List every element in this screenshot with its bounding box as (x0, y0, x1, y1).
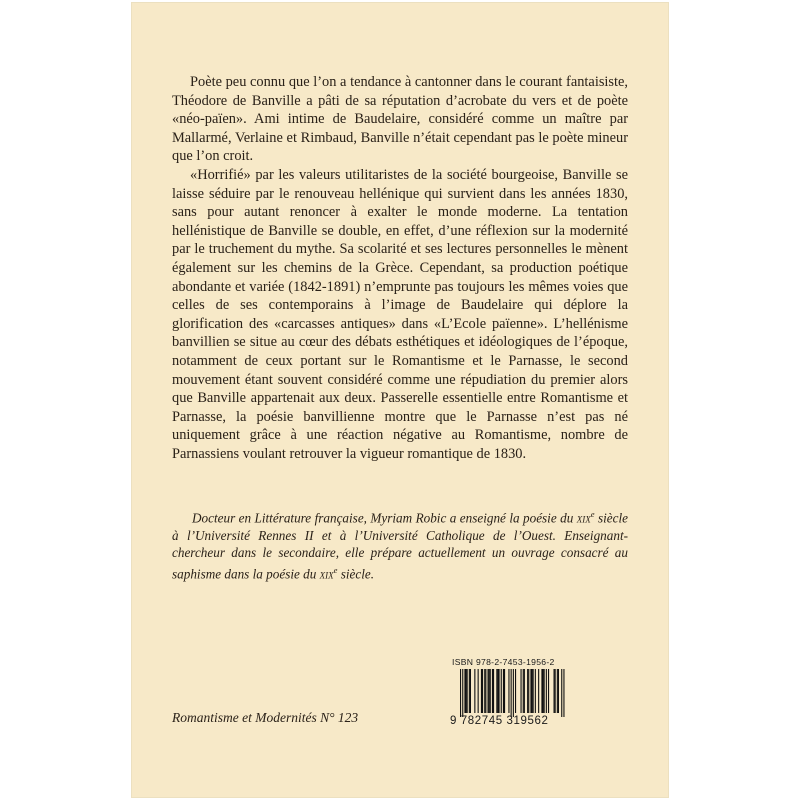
barcode-bar (499, 669, 500, 713)
barcode-bar (508, 669, 509, 713)
barcode-bar (521, 669, 522, 713)
barcode-bar (527, 669, 528, 713)
barcode-bar (481, 669, 482, 713)
series-label: Romantisme et Modernités N° 123 (172, 710, 359, 725)
barcode-bar (467, 669, 468, 713)
barcode-bar (524, 669, 525, 713)
barcode-bar (496, 669, 497, 713)
ean-digits: 9 782745 319562 (450, 715, 549, 727)
barcode-bar (484, 669, 485, 713)
isbn-label: ISBN 978-2-7453-1956-2 (452, 657, 555, 667)
barcode-bar (528, 669, 529, 713)
barcode-bar (546, 669, 547, 713)
barcode-bar (513, 669, 514, 717)
barcode-bar (548, 669, 549, 713)
barcode-bar (543, 669, 544, 713)
barcode-bar (558, 669, 559, 713)
barcode-bar (501, 669, 502, 713)
summary-paragraph-2: «Horrifié» par les valeurs utilitaristes de la société bourgeoise, Banville se laisse séduire par le renouveau hellénique qui survient dans les années 1830, sans pour autant renoncer à exalter le monde moderne. La tentation hellénistique de Banville se double, en effet, d’une réflexion sur la modernité par le truchement du mythe. Sa scolarité et ses lectures personnelles le mènent également sur les chemins de la Grèce. Cependant, sa production poétique abondante et variée (1842-1891) n’emprunte pas toujours les mêmes voies que celles de ses contemporains à l’image de Baudelaire qui déplore la glorification des «carcasses antiques» dans «L’Ecole païenne». L’hellénisme banvillien se situe au cœur des débats esthétiques et idéologiques de l’époque, notamment de ceux portant sur le Romantisme et le Parnasse, le second mouvement étant souvent considéré comme une répudiation du premier alors que Banville appartenait aux deux. Passerelle essentielle entre Romantisme et Parnasse, la poésie banvillienne montre que le Parnasse n’est pas né uniquement grâce à une réaction négative au Romantisme, nombre de Parnassiens voulant retrouver la vigueur romantique de 1830. (172, 166, 628, 462)
summary-paragraph-1: Poète peu connu que l’on a tendance à cantonner dans le courant fantaisiste, Théodore de Banville a pâti de sa réputation d’acrobate du vers et de poète «néo-païen». Ami intime de Baudelaire, considéré comme un maître par Mallarmé, Verlaine et Rimbaud, Banville n’était cependant pas le poète mineur que l’on croit. (172, 74, 628, 165)
barcode-bar (470, 669, 471, 713)
barcode-bar (532, 669, 533, 713)
barcode-bar (488, 669, 489, 713)
barcode-bar (469, 669, 470, 713)
barcode-bar (490, 669, 491, 713)
barcode-bar (482, 669, 483, 713)
barcode-bar (538, 669, 539, 713)
barcode-bar (557, 669, 558, 713)
barcode-bar (554, 669, 555, 713)
barcode-icon (452, 669, 570, 717)
barcode-bar (561, 669, 562, 717)
barcode-bar (530, 669, 531, 713)
barcode-bar (523, 669, 524, 713)
barcode-bar (474, 669, 475, 713)
summary-text (172, 73, 628, 463)
barcode-bar (464, 669, 465, 713)
barcode-bar (511, 669, 512, 717)
barcode-bar (493, 669, 494, 713)
author-bio: Docteur en Littérature française, Myriam Robic a enseigné la poésie du xix$^e$ siècle à l’Université Rennes II et à l’Université Catholique de l’Ouest. Enseignant-chercheur dans le secondaire, elle prépare actuellement un ouvrage consacré au saphisme dans la poésie du xix$^e$ siècle. (172, 509, 628, 581)
barcode-bar (497, 669, 498, 713)
barcode-bar (503, 669, 504, 713)
barcode-bar (466, 669, 467, 713)
barcode-block (452, 657, 570, 729)
barcode-bar (541, 669, 542, 713)
barcode-bar (462, 669, 463, 717)
barcode-bar (533, 669, 534, 713)
barcode-bar (492, 669, 493, 713)
barcode-bar (478, 669, 479, 713)
barcode-bar (535, 669, 536, 713)
barcode-bar (544, 669, 545, 713)
barcode-bar (489, 669, 490, 713)
barcode-bar (555, 669, 556, 713)
barcode-bar (504, 669, 505, 713)
back-cover (132, 3, 668, 797)
barcode-bar (485, 669, 486, 713)
barcode-bar (563, 669, 564, 717)
barcode-bar (515, 669, 516, 713)
barcode-bar (460, 669, 461, 717)
